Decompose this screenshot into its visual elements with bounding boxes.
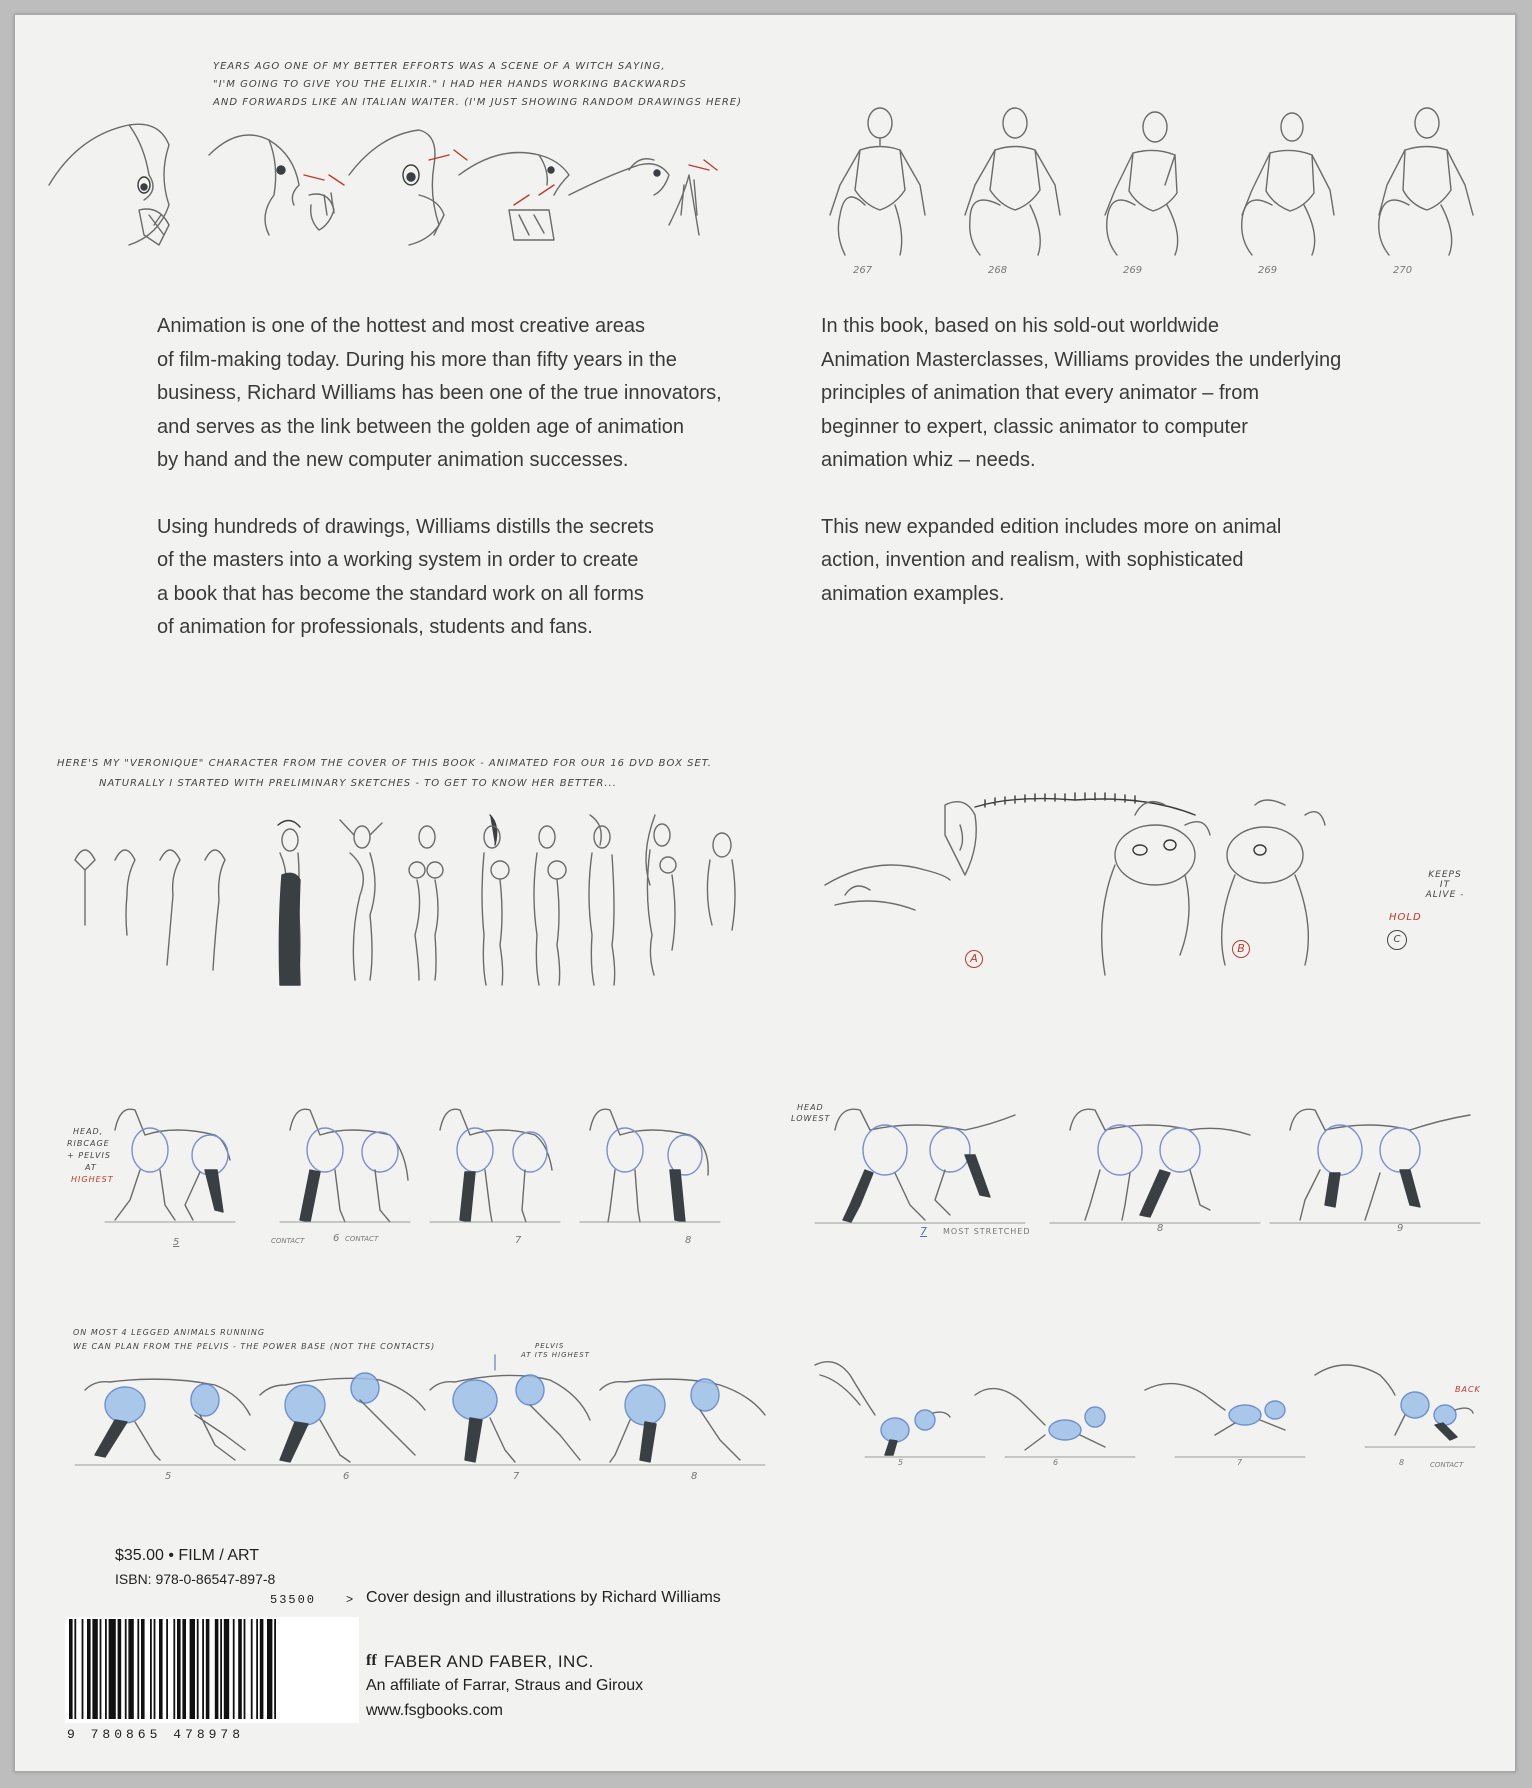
horse-note-head: HEAD,: [73, 1127, 104, 1136]
label-c: C: [1387, 930, 1407, 950]
seated-figure-2: [965, 108, 1060, 255]
label-b: B: [1232, 940, 1250, 958]
frame-number: 5: [898, 1458, 904, 1467]
veronique-figure-2: [340, 820, 382, 980]
frame-number: 8: [1157, 1223, 1164, 1234]
isbn-barcode: [65, 1617, 359, 1723]
head-lowest-note-2: LOWEST: [791, 1114, 831, 1123]
frame-number: 268: [988, 265, 1008, 276]
most-stretched-note: MOST STRETCHED: [943, 1227, 1031, 1236]
character-sketch-b: [1102, 802, 1210, 975]
veronique-figure-6: [589, 815, 615, 985]
barcode-arrow: >: [346, 1593, 354, 1607]
squirrel-run-6: [975, 1389, 1135, 1457]
witch-note-line-3: AND FORWARDS LIKE AN ITALIAN WAITER. (I'M JUST SHOWING RANDOM DRAWINGS HERE): [213, 97, 743, 108]
price-category: $35.00 • FILM / ART: [115, 1547, 260, 1564]
horse-note-ribcage: RIBCAGE: [67, 1139, 110, 1148]
body-paragraph-3: In this book, based on his sold-out worldwide Animation Masterclasses, Williams provides the underlying principles of animation that every animator – from beginner to expert, classic animator to computer animation whiz – needs.: [821, 315, 1342, 471]
body-paragraph-2: Using hundreds of drawings, Williams distills the secrets of the masters into a working system in order to create a book that has become the standard work on all forms of animation for professionals, students and fans.: [157, 515, 654, 638]
ff-logo: ff: [366, 1652, 377, 1669]
frame-number: 6: [343, 1471, 350, 1482]
dog-run-5: [75, 1379, 250, 1465]
barcode-price-code: 53500: [270, 1593, 317, 1607]
squirrel-run-5: [815, 1362, 985, 1457]
horse-note-highest: HIGHEST: [71, 1175, 114, 1184]
horse-gallop-9: [1270, 1109, 1480, 1223]
witch-drawing-5: [569, 159, 717, 235]
contact-note: CONTACT: [345, 1235, 379, 1243]
veronique-figure-7: [646, 815, 676, 975]
horse-note-pelvis: + PELVIS: [67, 1151, 111, 1160]
frame-number: 5: [165, 1471, 172, 1482]
dog-run-8: [590, 1379, 765, 1465]
head-lowest-note-1: HEAD: [797, 1103, 824, 1112]
horse-gallop-8: [1050, 1109, 1260, 1223]
veronique-figure-3: [409, 826, 443, 980]
frame-number: 269: [1123, 265, 1143, 276]
contact-note: CONTACT: [271, 1237, 305, 1245]
contact-note: CONTACT: [1430, 1461, 1464, 1469]
horse-gallop-7: [815, 1109, 1025, 1223]
publisher-website: www.fsgbooks.com: [366, 1702, 503, 1719]
frame-number: 6: [1053, 1458, 1059, 1467]
character-sketch-a: [825, 793, 1195, 910]
frame-number: 7: [920, 1225, 927, 1238]
witch-note-line-2: "I'M GOING TO GIVE YOU THE ELIXIR." I HAD HER HANDS WORKING BACKWARDS: [213, 79, 687, 90]
frame-number: 6: [333, 1233, 340, 1244]
publisher-affiliate: An affiliate of Farrar, Straus and Giroux: [366, 1677, 644, 1694]
running-dog-sketches: [75, 1360, 795, 1480]
keeps-alive-note: KEEPS IT ALIVE -: [1425, 870, 1465, 900]
pelvis-note-2: AT ITS HIGHEST: [521, 1351, 590, 1359]
body-paragraph-1: Animation is one of the hottest and most creative areas of film-making today. During his more than fifty years in the business, Richard Williams has been one of the true innovators, and serves as the link between the golden age of animation by hand and the new computer animation successes.: [157, 315, 722, 471]
cover-credit: Cover design and illustrations by Richard Williams: [366, 1589, 721, 1606]
frame-number: 8: [691, 1471, 698, 1482]
seated-figure-3: [1105, 112, 1178, 255]
frame-number: 7: [515, 1235, 522, 1246]
veronique-abstract-shapes: [75, 850, 225, 970]
witch-drawing-4: [459, 153, 569, 241]
pelvis-note-1: PELVIS: [535, 1342, 565, 1350]
veronique-figure-4: [482, 815, 509, 985]
frame-number: 8: [1399, 1458, 1405, 1467]
witch-drawing-3: [349, 130, 467, 245]
horse-walk-5: [105, 1109, 235, 1222]
witch-note-line-1: YEARS AGO ONE OF MY BETTER EFFORTS WAS A SCENE OF A WITCH SAYING,: [213, 61, 666, 72]
horse-note-at: AT: [85, 1163, 97, 1172]
dog-run-6: [250, 1373, 425, 1465]
frame-number: 7: [513, 1471, 520, 1482]
frame-number: 5: [173, 1237, 180, 1248]
squirrel-run-8: [1315, 1365, 1475, 1447]
horse-walk-6: [280, 1109, 410, 1222]
veronique-note-line-2: NATURALLY I STARTED WITH PRELIMINARY SKETCHES - TO GET TO KNOW HER BETTER...: [99, 778, 617, 789]
body-left-column: [157, 310, 757, 678]
veronique-note-line-1: HERE'S MY "VERONIQUE" CHARACTER FROM THE COVER OF THIS BOOK - ANIMATED FOR OUR 16 DVD BOX SET.: [57, 758, 712, 769]
label-a: A: [965, 950, 983, 968]
seated-figure-5: [1379, 108, 1473, 255]
running-note-line-2: WE CAN PLAN FROM THE PELVIS - THE POWER BASE (NOT THE CONTACTS): [73, 1342, 436, 1351]
character-action-sketches: [815, 785, 1375, 985]
running-squirrel-sketches: [805, 1355, 1485, 1465]
body-right-column: [821, 310, 1441, 644]
horse-gallop-sketches: [815, 1095, 1495, 1235]
veronique-figure-8: [707, 833, 735, 930]
witch-sketches: [49, 115, 789, 255]
running-note-line-1: ON MOST 4 LEGGED ANIMALS RUNNING: [73, 1328, 266, 1337]
publisher-name: FABER AND FABER, INC.: [384, 1652, 594, 1671]
veronique-figure-5: [534, 826, 566, 985]
witch-drawing-1: [49, 124, 169, 245]
body-paragraph-4: This new expanded edition includes more on animal action, invention and realism, with sophisticated animation examples.: [821, 515, 1282, 605]
seated-figure-4: [1242, 113, 1334, 255]
frame-number: 270: [1393, 265, 1413, 276]
frame-number: 9: [1397, 1223, 1404, 1234]
frame-number: 269: [1258, 265, 1278, 276]
horse-walk-sketches: [105, 1100, 785, 1230]
seated-figure-1: [830, 108, 925, 255]
hold-note: HOLD: [1389, 912, 1422, 923]
frame-number: 7: [1237, 1458, 1243, 1467]
barcode-number: 9 780865 478978: [67, 1727, 245, 1742]
back-note: BACK: [1455, 1385, 1481, 1394]
veronique-sketches: [55, 815, 775, 1015]
witch-drawing-2: [209, 135, 344, 235]
frame-number: 267: [853, 265, 873, 276]
squirrel-run-7: [1145, 1384, 1305, 1457]
horse-walk-7: [430, 1109, 560, 1222]
seated-figure-sketches: [805, 105, 1495, 275]
dog-run-7: [420, 1355, 595, 1465]
veronique-figure-1: [278, 820, 300, 985]
book-back-cover: [14, 14, 1516, 1772]
frame-number: 8: [685, 1235, 692, 1246]
isbn: ISBN: 978-0-86547-897-8: [115, 1571, 276, 1587]
horse-walk-8: [580, 1109, 720, 1222]
